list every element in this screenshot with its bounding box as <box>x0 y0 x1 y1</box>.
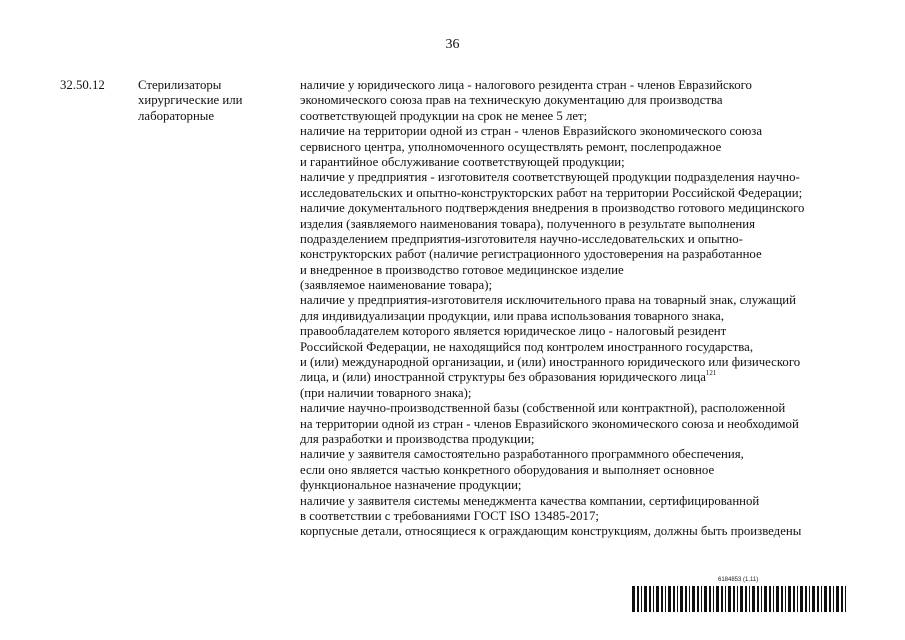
requirement-line: подразделением предприятия-изготовителя научно-исследовательских и опытно- <box>300 231 743 246</box>
requirement-line: сервисного центра, уполномоченного осуществлять ремонт, послепродажное <box>300 139 722 154</box>
barcode-bar <box>661 586 663 612</box>
barcode-bar <box>757 586 759 612</box>
barcode-bar <box>713 586 714 612</box>
barcode <box>632 586 846 612</box>
barcode-bar <box>728 586 731 612</box>
requirement-line: для индивидуализации продукции, или права использования товарного знака, <box>300 308 725 323</box>
barcode-bar <box>817 586 819 612</box>
requirement-line: наличие у заявителя системы менеджмента качества компании, сертифицированной <box>300 493 760 508</box>
product-name-line: хирургические или <box>138 93 243 108</box>
requirement-line: в соответствии с требованиями ГОСТ ISO 13485-2017; <box>300 508 599 523</box>
barcode-bar <box>752 586 755 612</box>
barcode-bar <box>797 586 798 612</box>
barcode-bar <box>653 586 654 612</box>
barcode-bar <box>649 586 651 612</box>
requirement-line: для разработки и производства продукции; <box>300 431 535 446</box>
barcode-bar <box>656 586 659 612</box>
barcode-bar <box>836 586 839 612</box>
requirement-line: (при наличии товарного знака); <box>300 385 472 400</box>
requirement-line: корпусные детали, относящиеся к ограждающим конструкциям, должны быть произведены <box>300 524 802 539</box>
barcode-bar <box>637 586 639 612</box>
page-number: 36 <box>445 37 460 52</box>
barcode-bar <box>769 586 771 612</box>
barcode-graphic <box>632 586 846 612</box>
requirement-line: и внедренное в производство готовое медицинское изделие <box>300 262 624 277</box>
requirement-line: экономического союза прав на техническую документацию для производства <box>300 93 723 108</box>
requirement-line: и (или) международной организации, и (или) иностранного юридического или физического <box>300 355 801 370</box>
barcode-bar <box>665 586 666 612</box>
barcode-bar <box>781 586 783 612</box>
barcode-bar <box>793 586 795 612</box>
footnote-reference[interactable]: 121 <box>705 369 717 378</box>
barcode-bar <box>725 586 726 612</box>
requirement-line-text: лица, и (или) иностранной структуры без образования юридического лица <box>300 370 706 385</box>
barcode-bar <box>689 586 690 612</box>
requirement-line: если оно является частью конкретного оборудования и выполняет основное <box>300 462 715 477</box>
requirement-line: наличие на территории одной из стран - членов Евразийского экономического союза <box>300 124 762 139</box>
barcode-bar <box>692 586 695 612</box>
requirement-line: Российской Федерации, не находящийся под контролем иностранного государства, <box>300 339 754 354</box>
barcode-bar <box>697 586 699 612</box>
requirement-line: наличие у предприятия-изготовителя исключительного права на товарный знак, служащий <box>300 293 796 308</box>
barcode-bar <box>764 586 767 612</box>
barcode-bar <box>776 586 779 612</box>
requirement-line: на территории одной из стран - членов Евразийского экономического союза и необходимой <box>300 416 799 431</box>
barcode-bar <box>641 586 642 612</box>
product-name-line: лабораторные <box>138 108 215 123</box>
barcode-bar <box>785 586 786 612</box>
requirement-line: наличие у заявителя самостоятельно разработанного программного обеспечения, <box>300 447 744 462</box>
barcode-bar <box>668 586 671 612</box>
requirement-line: соответствующей продукции на срок не менее 5 лет; <box>300 108 588 123</box>
barcode-bar <box>745 586 747 612</box>
barcode-bar <box>805 586 807 612</box>
barcode-bar <box>677 586 678 612</box>
barcode-bar <box>761 586 762 612</box>
barcode-bar <box>680 586 683 612</box>
barcode-bar <box>716 586 719 612</box>
requirements-text <box>300 78 804 540</box>
requirement-line: наличие у предприятия - изготовителя соответствующей продукции подразделения научно- <box>300 170 800 185</box>
requirement-line: исследовательских и опытно-конструкторских работ на территории Российской Федерации; <box>300 185 803 200</box>
barcode-bar <box>749 586 750 612</box>
barcode-bar <box>773 586 774 612</box>
barcode-bar <box>809 586 810 612</box>
barcode-label: 6184853 (1.11) <box>718 577 759 583</box>
requirement-line: (заявляемое наименование товара); <box>300 278 493 293</box>
product-name <box>138 78 288 124</box>
barcode-bar <box>644 586 647 612</box>
requirement-line: наличие у юридического лица - налогового резидента стран - членов Евразийского <box>300 78 752 92</box>
barcode-bar <box>737 586 738 612</box>
requirement-line: функциональное назначение продукции; <box>300 478 522 493</box>
requirement-line: правообладателем которого является юридическое лицо - налоговый резидент <box>300 324 727 339</box>
requirement-line: наличие документального подтверждения внедрения в производство готового медицинского <box>300 201 805 216</box>
barcode-bar <box>833 586 834 612</box>
barcode-bar <box>824 586 827 612</box>
barcode-bar <box>673 586 675 612</box>
barcode-bar <box>841 586 843 612</box>
requirement-line: конструкторских работ (наличие регистрационного удостоверения на разработанное <box>300 247 762 262</box>
barcode-bar <box>721 586 723 612</box>
okpd-code: 32.50.12 <box>60 78 105 92</box>
barcode-bar <box>701 586 702 612</box>
requirement-line-with-footnote <box>300 370 804 385</box>
barcode-bar <box>685 586 687 612</box>
barcode-bar <box>733 586 735 612</box>
requirement-line: наличие научно-производственной базы (собственной или контрактной), расположенной <box>300 401 786 416</box>
barcode-bar <box>709 586 711 612</box>
barcode-bar <box>821 586 822 612</box>
barcode-bar <box>632 586 635 612</box>
requirement-line: и гарантийное обслуживание соответствующей продукции; <box>300 154 625 169</box>
barcode-bar <box>740 586 743 612</box>
barcode-bar <box>829 586 831 612</box>
barcode-bar <box>788 586 791 612</box>
requirement-line: изделия (заявляемого наименования товара), полученного в результате выполнения <box>300 216 755 231</box>
barcode-bar <box>812 586 815 612</box>
barcode-bar <box>800 586 803 612</box>
product-name-line: Стерилизаторы <box>138 78 222 92</box>
barcode-bar <box>704 586 707 612</box>
barcode-bar <box>845 586 846 612</box>
